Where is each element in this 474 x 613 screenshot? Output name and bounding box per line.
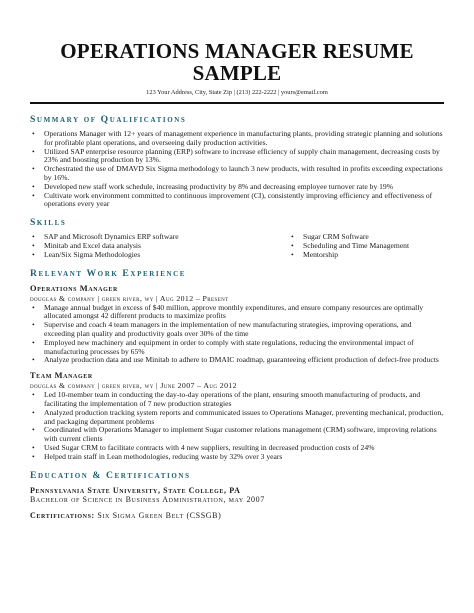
school-name: Pennsylvania State University, State College, PA <box>30 485 241 495</box>
skill-item: • Mentorship <box>303 251 444 260</box>
summary-item: • Orchestrated the use of DMAVD Six Sigma methodology to launch 3 new products, with resulted in profits exceeding expectations by 16%. <box>44 165 444 183</box>
summary-item: • Developed new staff work schedule, increasing productivity by 8% and decreasing employee turnover rate by 19% <box>44 183 444 192</box>
contact-line: 123 Your Address, City, State Zip | (213) 222-2222 | yours@email.com <box>146 89 328 96</box>
job-title: Operations Manager <box>30 283 118 293</box>
summary-item: • Utilized SAP enterprise resource planning (ERP) software to increase efficiency of supply chain management, decreasing costs by 23% and boosting production by 13%. <box>44 148 444 166</box>
summary-item: • Operations Manager with 12+ years of management experience in manufacturing plants, providing strategic planning and solutions for profitable plant operations, and overseeing daily production activities. <box>44 130 444 148</box>
summary-item: • Cultivate work environment committed to continuous improvement (CI), consistently improving efficiency and effectiveness of operations every year <box>44 192 444 210</box>
job-bullet: • Used Sugar CRM to facilitate contracts with 4 new suppliers, resulting in decreased production costs of 24% <box>44 444 444 453</box>
skill-item: • Lean/Six Sigma Methodologies <box>44 251 289 260</box>
skills-heading: Skills <box>30 217 67 229</box>
skills-list-left <box>30 233 289 259</box>
education-heading: Education & Certifications <box>30 469 191 481</box>
header-divider <box>30 102 444 104</box>
skills-columns <box>30 233 444 259</box>
job-meta: douglas & company | green river, wy | June 2007 – Aug 2012 <box>30 381 237 391</box>
job-bullets <box>30 391 444 461</box>
skill-item: • Minitab and Excel data analysis <box>44 242 289 251</box>
degree-line: Bachelor of Science in Business Administration, may 2007 <box>30 495 265 505</box>
resume-title: OPERATIONS MANAGER RESUME SAMPLE <box>60 39 414 85</box>
skill-item: • Sugar CRM Software <box>303 233 444 242</box>
job-bullet: • Coordinated with Operations Manager to implement Sugar customer relations management (CRM) software, improving relations with current clients <box>44 426 444 444</box>
job-bullet: • Employed new machinery and equipment in order to comply with state regulations, reducing the environmental impact of manufacturing processes by 65% <box>44 339 444 357</box>
summary-heading: Summary of Qualifications <box>30 114 187 125</box>
summary-list <box>30 130 444 209</box>
job-bullets <box>30 304 444 366</box>
job-bullet: • Supervise and coach 4 team managers in the implementation of new manufacturing strategies, improving operations, and exceeding plan quality and productivity goals over 30% of the time <box>44 321 444 339</box>
skills-list-right <box>289 233 444 259</box>
job-bullet: • Analyze production data and use Minitab to adhere to DMAIC roadmap, guaranteeing efficient production of defect-free products <box>44 356 444 365</box>
certifications-line <box>30 511 444 521</box>
job-bullet: • Led 10-member team in conducting the day-to-day operations of the plant, ensuring smooth manufacturing of products, and facilitating the implementation of 7 new production strategies <box>44 391 444 409</box>
certifications-value: Six Sigma Green Belt (CSSGB) <box>97 511 222 521</box>
skill-item: • SAP and Microsoft Dynamics ERP software <box>44 233 289 242</box>
experience-heading: Relevant Work Experience <box>30 267 187 279</box>
job-bullet: • Analyzed production tracking system reports and communicated issues to Operations Manager, preventing mechanical, production, and packaging department problems <box>44 409 444 427</box>
job-title: Team Manager <box>30 371 93 381</box>
certifications-label: Certifications: <box>30 511 95 521</box>
job-bullet: • Manage annual budget in excess of $40 million, approve monthly expenditures, and ensure company resources are optimally allocated amongst 42 different products to maximize profits <box>44 304 444 322</box>
job-meta: douglas & company | green river, wy | Aug 2012 – Present <box>30 293 229 303</box>
skill-item: • Scheduling and Time Management <box>303 242 444 251</box>
job-bullet: • Helped train staff in Lean methodologies, reducing waste by 32% over 3 years <box>44 453 444 462</box>
